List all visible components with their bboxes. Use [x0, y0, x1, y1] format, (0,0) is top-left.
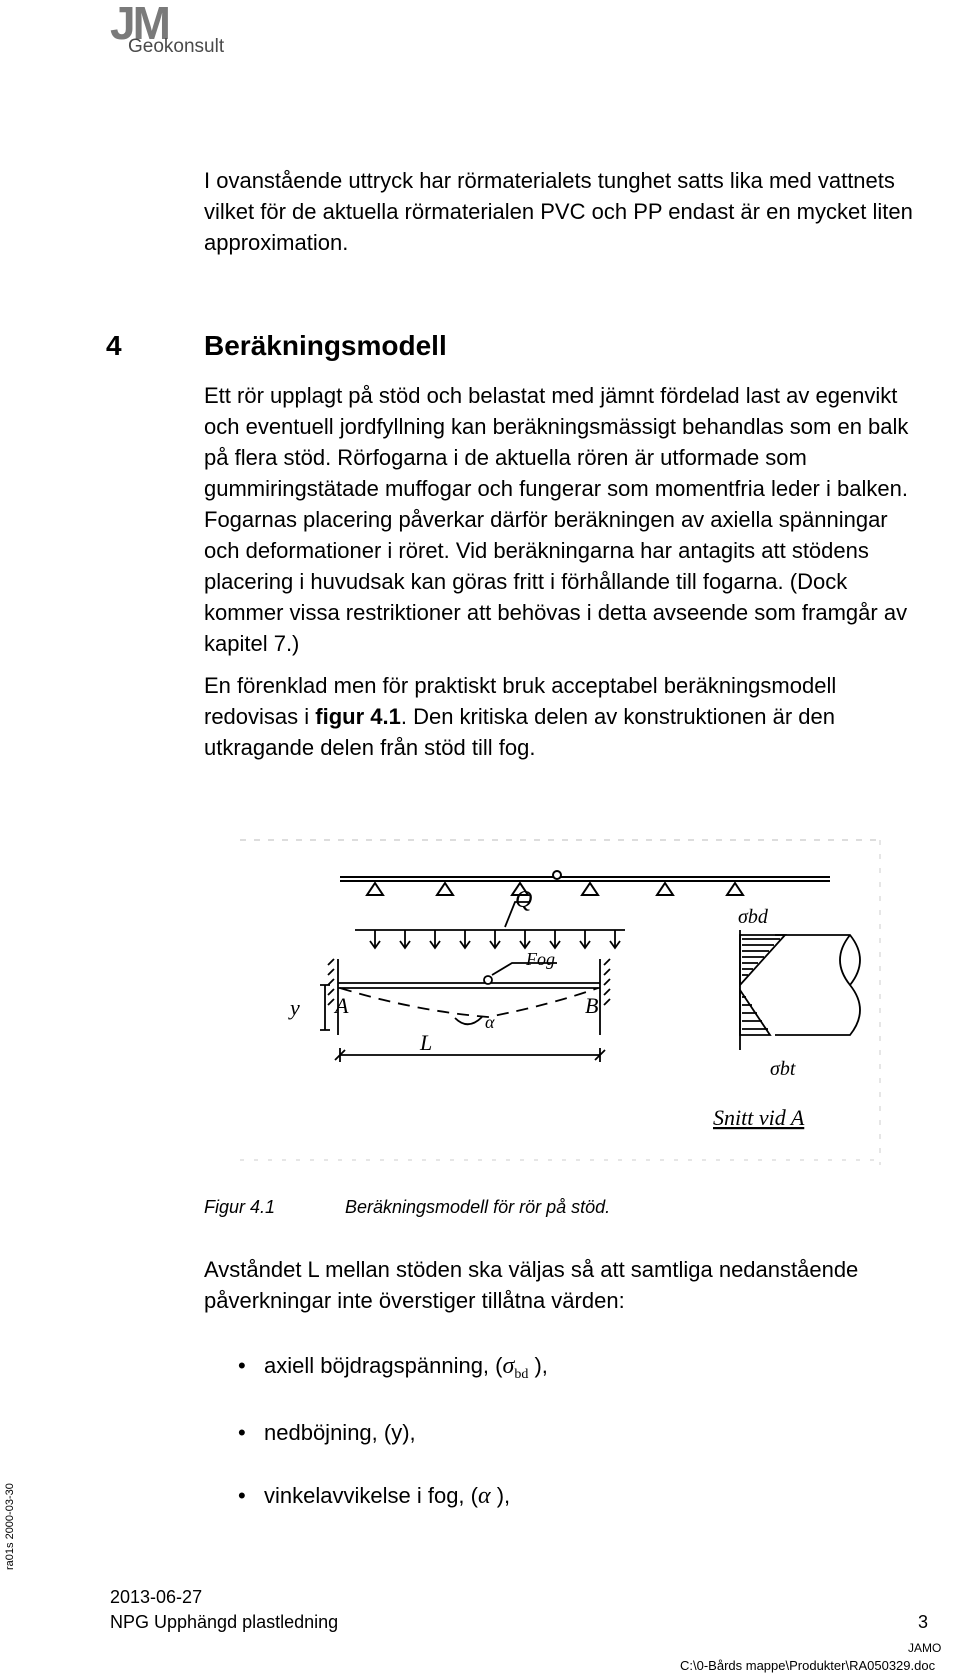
support-a-label: A [335, 993, 349, 1018]
section-paragraph-2 [204, 670, 924, 763]
sigma-bd-label: σbd [738, 906, 768, 928]
deflected-shape [340, 988, 598, 1017]
support-triangle [582, 883, 598, 895]
support-triangle [437, 883, 453, 895]
joint-label: Fog [526, 949, 555, 969]
bullet-marker: • [238, 1353, 246, 1378]
figure-reference: figur 4.1 [315, 704, 401, 729]
support-triangle [657, 883, 673, 895]
figure-caption-text: Beräkningsmodell för rör på stöd. [345, 1197, 611, 1217]
paragraph-2-after: . Den kritiska delen av konstruktionen är den utkragande delen från stöd till fog. [204, 704, 835, 760]
bullet-stress-before: axiell böjdragspänning, ( [264, 1353, 503, 1378]
footer-author: JAMO [908, 1641, 942, 1655]
section-paragraph-2-text [204, 670, 924, 763]
section-paragraph-1-text: Ett rör upplagt på stöd och belastat med jämnt fördelad last av egenvikt och eventuell jordfyllning kan beräkningsmässigt behandlas som en balk på flera stöd. Rörfogarna i de aktuella rören är utformade som gummiringstätade muffogar och fungerar som momentfria leder i balken. Fogarnas placering påverkar därför beräkningen av axiella spänningar och deformationer i röret. Vid beräkningarna har antagits att stödens placering i huvudsak kan göras fritt i förhållande till fogarna. (Dock kommer vissa restriktioner att behövas i detta avseende som framgår av kapitel 7.) [204, 383, 909, 656]
page-number: 3 [918, 1612, 929, 1632]
bullet-item-angle [264, 1483, 510, 1510]
sigma-symbol: σ [502, 1353, 515, 1379]
continuous-beam-sketch [340, 871, 830, 895]
footer-date: 2013-06-27 [110, 1587, 203, 1607]
angle-arc [455, 1017, 482, 1024]
fixed-hatch-left [328, 959, 334, 1005]
sigma-subscript: bd [514, 1367, 529, 1382]
joint-circle [484, 976, 492, 984]
deflection-label: y [290, 995, 300, 1020]
joint-circle [553, 871, 561, 879]
bullet-angle-before: vinkelavvikelse i fog, ( [264, 1483, 478, 1508]
paragraph-3 [204, 1254, 924, 1316]
support-b-label: B [585, 993, 599, 1018]
fixed-hatch-right [604, 959, 610, 1005]
revision-side-mark: ra01s 2000-03-30 [4, 1483, 16, 1570]
beam-model-figure [230, 835, 910, 1170]
bullet-angle-after: ), [490, 1483, 511, 1508]
bullet-item-stress [264, 1353, 548, 1383]
support-triangle [727, 883, 743, 895]
cantilever-beam-sketch [320, 902, 625, 1062]
section-number: 4 [106, 330, 122, 361]
section-title: Beräkningsmodell [204, 330, 447, 361]
sigma-bt-label: σbt [770, 1058, 796, 1080]
paragraph-3-text: Avståndet L mellan stöden ska väljas så att samtliga nedanstående påverkningar inte överstiger tillåtna värden: [204, 1257, 859, 1313]
company-logo-text: Geokonsult [128, 36, 225, 57]
figure-caption-number: Figur 4.1 [204, 1197, 276, 1217]
section-label: Snitt vid A [713, 1105, 805, 1130]
bullet-item-deflection: nedböjning, (y), [264, 1420, 416, 1445]
section-paragraph-1 [204, 380, 924, 659]
bullet-marker: • [238, 1483, 246, 1508]
span-label: L [420, 1030, 433, 1055]
support-triangle [367, 883, 383, 895]
deflection-dim [320, 985, 330, 1030]
intro-paragraph-text: I ovanstående uttryck har rörmaterialets tunghet satts lika med vattnets vilket för de aktuella rörmaterialen PVC och PP endast är en mycket liten approximation. [204, 168, 913, 255]
intro-paragraph [204, 165, 924, 258]
footer-file-path: C:\0-Bårds mappe\Produkter\RA050329.doc [680, 1658, 936, 1673]
paragraph-2-before: En förenklad men för praktiskt bruk acceptabel beräkningsmodell redovisas i [204, 673, 837, 729]
bullet-stress-after: ), [528, 1353, 548, 1378]
angle-label: α [485, 1012, 495, 1032]
company-logo-mark: JM [110, 0, 168, 49]
load-label: Q [515, 887, 533, 913]
alpha-symbol: α [477, 1483, 491, 1509]
bullet-marker: • [238, 1420, 246, 1445]
footer-document-title: NPG Upphängd plastledning [110, 1612, 339, 1632]
stress-section-sketch [740, 930, 860, 1050]
